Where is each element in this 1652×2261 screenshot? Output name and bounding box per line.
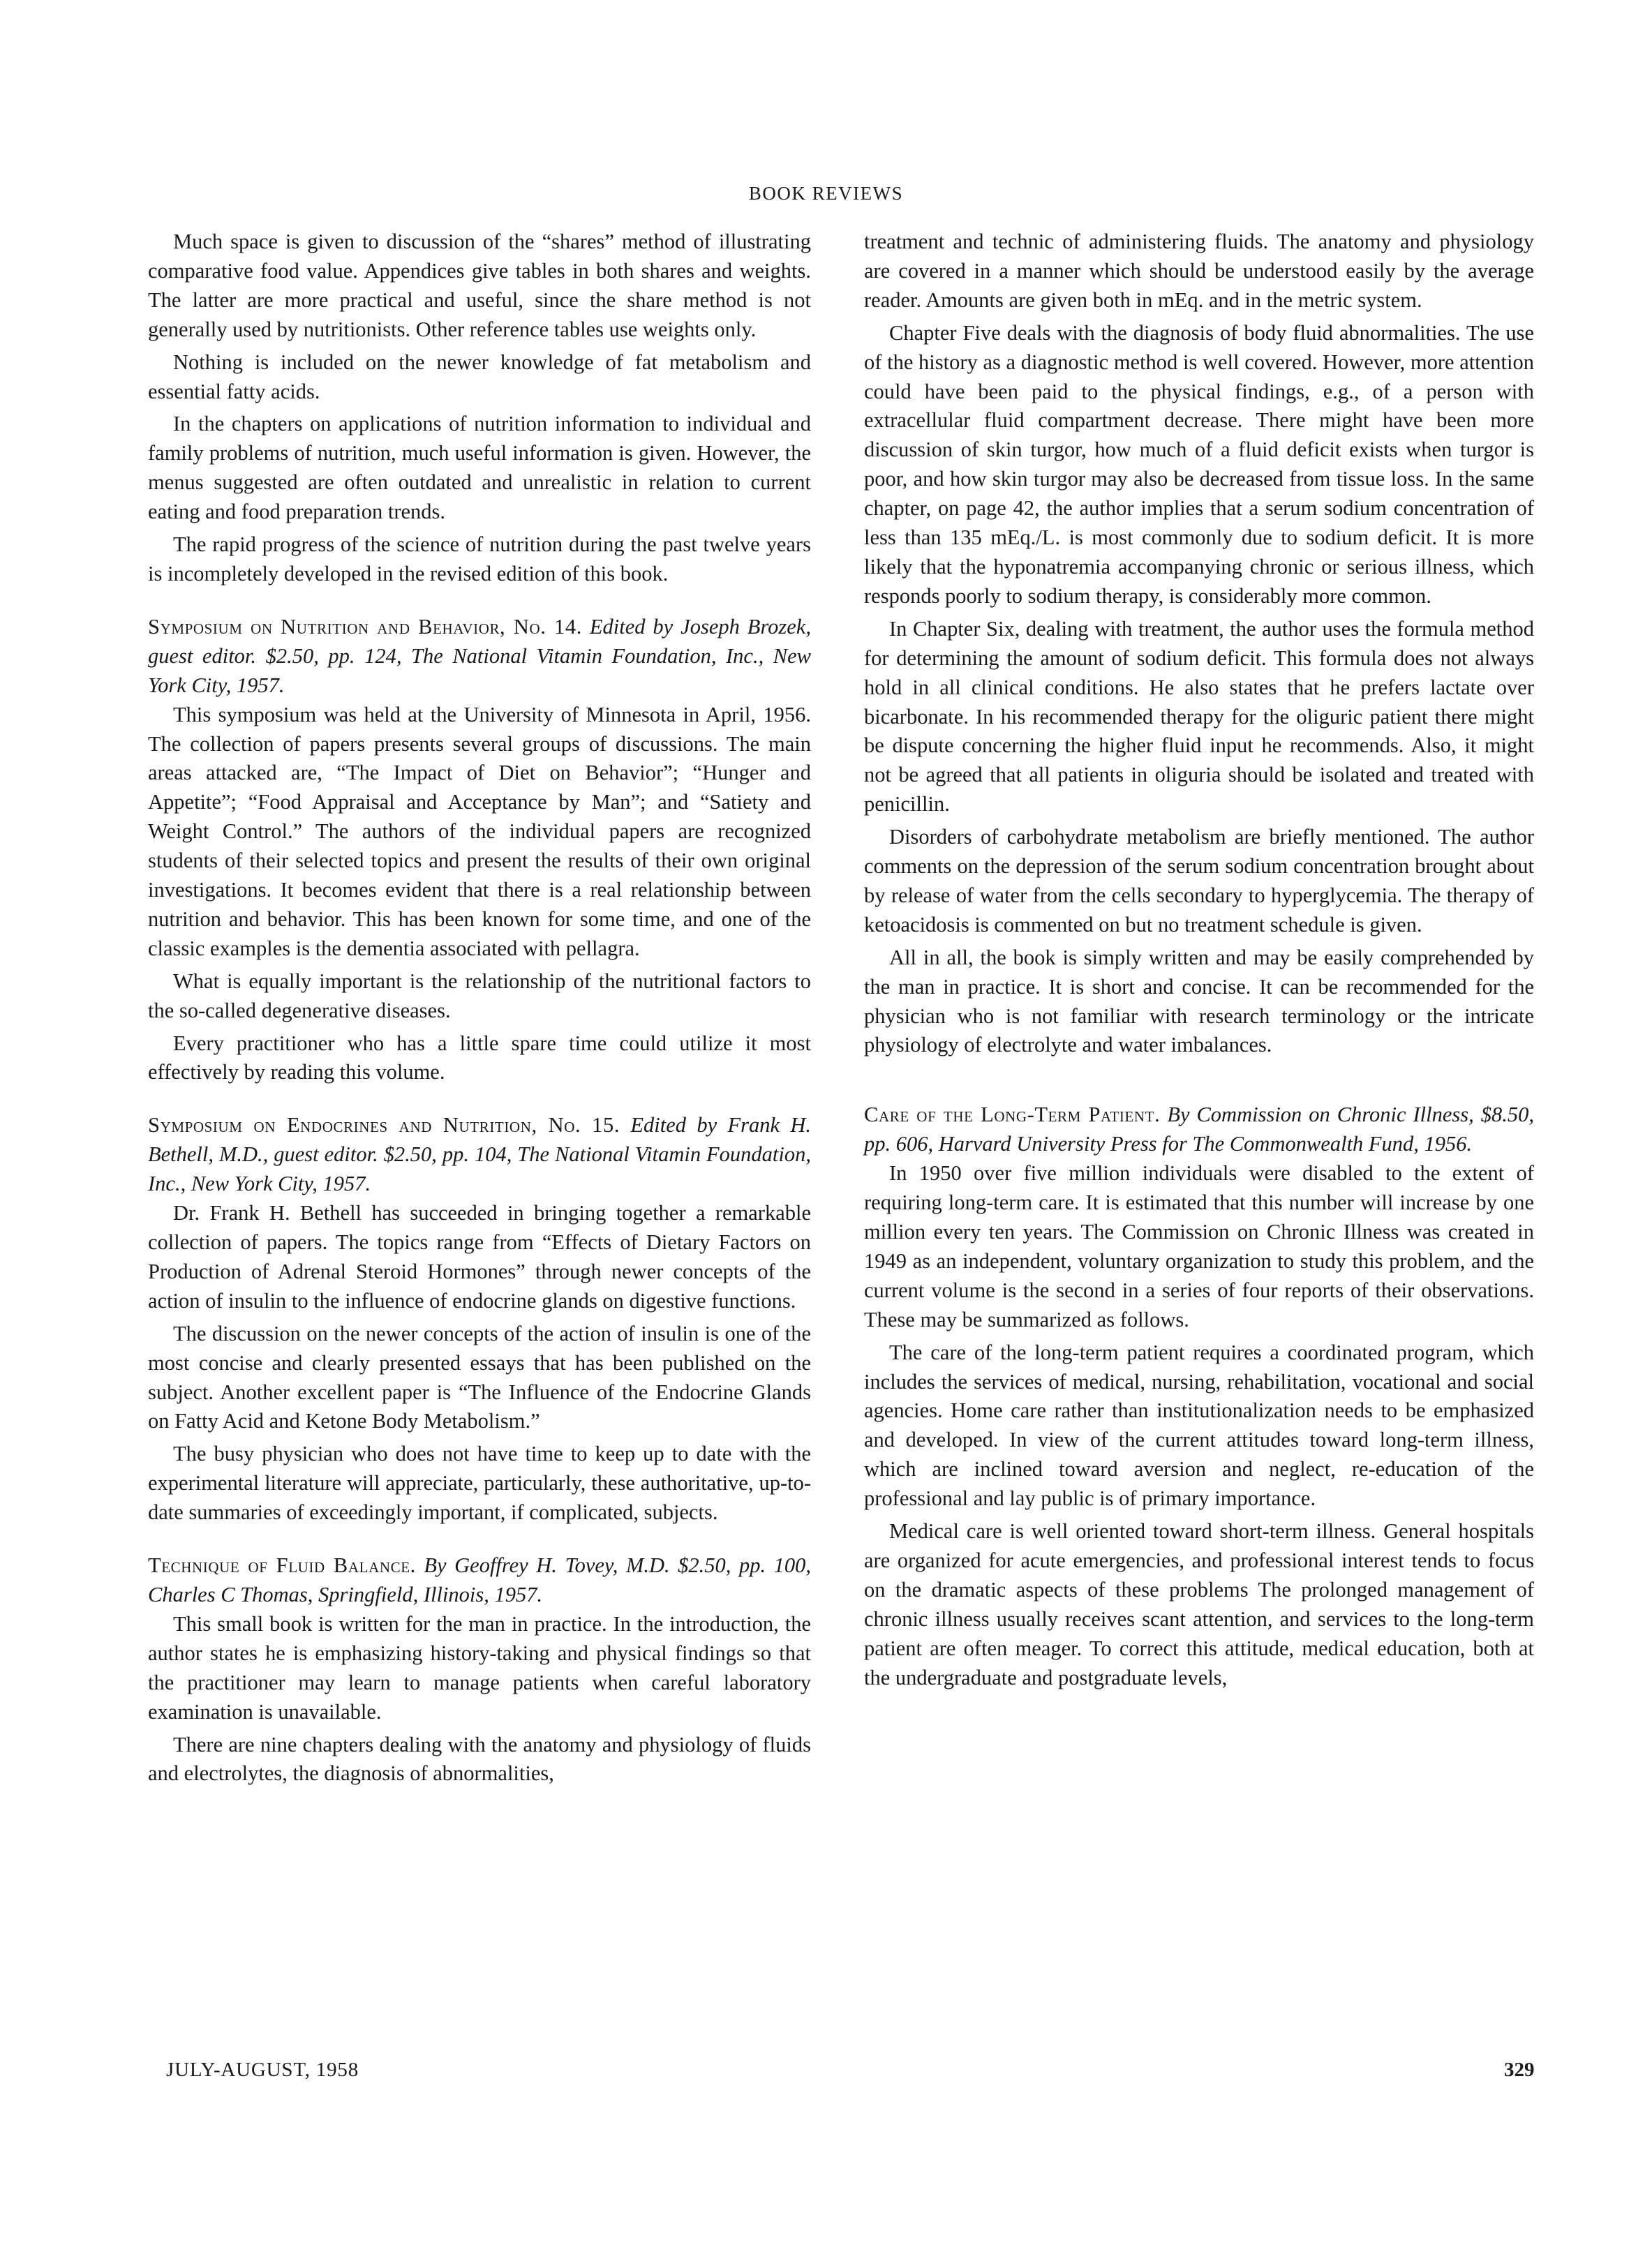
paragraph: Disorders of carbohydrate metabolism are briefly mentioned. The author comments on the depression of the serum sodium concentration brought about by release of water from the cells secondary to hyperglycemia. The therapy of ketoacidosis is commented on but no treatment schedule is given.	[864, 825, 1534, 937]
issue-date-footer: JULY-AUGUST, 1958	[166, 2059, 359, 2081]
review-citation: Edited by Joseph Brozek, guest editor. $2.50, pp. 124, The National Vitamin Foundation, Inc., New York City, 1957.	[148, 614, 811, 697]
review-heading-long-term-patient	[864, 1100, 1534, 1159]
paragraph: Nothing is included on the newer knowledge of fat metabolism and essential fatty acids.	[148, 350, 811, 403]
review-title: Symposium on Endocrines and Nutrition, No. 15.	[148, 1113, 620, 1137]
right-column	[864, 227, 1534, 1696]
paragraph: This symposium was held at the University of Minnesota in April, 1956. The collection of papers presents several groups of discussions. The main areas attacked are, “The Impact of Diet on Behavior”; “Hunger and Appetite”; “Food Appraisal and Acceptance by Man”; and “Satiety and Weight Control.” The authors of the individual papers are recognized students of their selected topics and present the results of their own original investigations. It becomes evident that there is a real relationship between nutrition and behavior. This has been known for some time, and one of the classic examples is the dementia associated with pellagra.	[148, 702, 811, 960]
paragraph: In Chapter Six, dealing with treatment, the author uses the formula method for determining the amount of sodium deficit. This formula does not always hold in all clinical conditions. He also states that he prefers lactate over bicarbonate. In his recommended therapy for the oliguric patient there might be dispute concerning the higher fluid input he recommends. Also, it might not be agreed that all patients in oliguria should be isolated and treated with penicillin.	[864, 616, 1534, 816]
paragraph: Medical care is well oriented toward short-term illness. General hospitals are organized for acute emergencies, and professional interest tends to focus on the dramatic aspects of these problems The prolonged management of chronic illness usually receives scant attention, and services to the long-term patient are often meager. To correct this attitude, medical education, both at the undergraduate and postgraduate levels,	[864, 1519, 1534, 1689]
running-head: BOOK REVIEWS	[748, 183, 904, 204]
review-title: Technique of Fluid Balance.	[148, 1553, 416, 1578]
paragraph: treatment and technic of administering fluids. The anatomy and physiology are covered in a manner which should be understood easily by the average reader. Amounts are given both in mEq. and in the metric system.	[864, 230, 1534, 312]
review-heading-endocrines-nutrition	[148, 1111, 811, 1199]
review-heading-fluid-balance	[148, 1551, 811, 1610]
review-citation: By Geoffrey H. Tovey, M.D. $2.50, pp. 100, Charles C Thomas, Springfield, Illinois, 1957.	[148, 1553, 812, 1606]
paragraph: This small book is written for the man in practice. In the introduction, the author states he is emphasizing history-taking and physical findings so that the practitioner may learn to manage patients when careful laboratory examination is unavailable.	[148, 1611, 811, 1724]
review-citation: Edited by Frank H. Bethell, M.D., guest editor. $2.50, pp. 104, The National Vitamin Foundation, Inc., New York City, 1957.	[148, 1113, 811, 1196]
paragraph: What is equally important is the relationship of the nutritional factors to the so-called degenerative diseases.	[148, 969, 811, 1022]
paragraph: All in all, the book is simply written and may be easily comprehended by the man in practice. It is short and concise. It can be recommended for the physician who is not familiar with research terminology or the intricate physiology of electrolyte and water imbalances.	[864, 945, 1534, 1057]
page-number: 329	[1504, 2059, 1535, 2081]
review-title: Symposium on Nutrition and Behavior, No. 14.	[148, 614, 582, 639]
paragraph: In 1950 over five million individuals were disabled to the extent of requiring long-term care. It is estimated that this number will increase by one million every ten years. The Commission on Chronic Illness was created in 1949 as an independent, voluntary organization to study this problem, and the current volume is the second in a series of four reports of their observations. These may be summarized as follows.	[864, 1161, 1534, 1331]
review-citation: By Commission on Chronic Illness, $8.50, pp. 606, Harvard University Press for The Commonwealth Fund, 1956.	[864, 1103, 1534, 1156]
left-column	[148, 227, 811, 1792]
paragraph: Much space is given to discussion of the “shares” method of illustrating comparative food value. Appendices give tables in both shares and weights. The latter are more practical and useful, since the share method is not generally used by nutritionists. Other reference tables use weights only.	[148, 230, 811, 341]
paragraph: The busy physician who does not have time to keep up to date with the experimental literature will appreciate, particularly, these authoritative, up-to-date summaries of exceedingly important, if complicated, subjects.	[148, 1442, 811, 1525]
review-heading-nutrition-behavior	[148, 613, 811, 701]
review-title: Care of the Long-Term Patient.	[864, 1103, 1161, 1127]
paragraph: The rapid progress of the science of nutrition during the past twelve years is incompletely developed in the revised edition of this book.	[148, 532, 811, 585]
paragraph: The care of the long-term patient requires a coordinated program, which includes the services of medical, nursing, rehabilitation, vocational and social agencies. Home care rather than institutionalization needs to be emphasized and developed. In view of the current attitudes toward long-term illness, which are inclined toward aversion and neglect, re-education of the professional and lay public is of primary importance.	[864, 1340, 1534, 1511]
paragraph: Chapter Five deals with the diagnosis of body fluid abnormalities. The use of the history as a diagnostic method is well covered. However, more attention could have been paid to the physical findings, e.g., of a person with extracellular fluid compartment decrease. There might have been more discussion of skin turgor, how much of a fluid deficit exists when turgor is poor, and how skin turgor may also be decreased from tissue loss. In the same chapter, on page 42, the author implies that a serum sodium concentration of less than 135 mEq./L. is most commonly due to sodium deficit. It is more likely that the hyponatremia accompanying chronic or serious illness, which responds poorly to sodium therapy, is considerably more common.	[864, 320, 1534, 608]
paragraph: In the chapters on applications of nutrition information to individual and family problems of nutrition, much useful information is given. However, the menus suggested are often outdated and unrealistic in relation to current eating and food preparation trends.	[148, 412, 811, 524]
paragraph: There are nine chapters dealing with the anatomy and physiology of fluids and electrolytes, the diagnosis of abnormalities,	[148, 1732, 811, 1786]
paragraph: Every practitioner who has a little spare time could utilize it most effectively by reading this volume.	[148, 1031, 811, 1084]
paragraph: Dr. Frank H. Bethell has succeeded in bringing together a remarkable collection of papers. The topics range from “Effects of Dietary Factors on Production of Adrenal Steroid Hormones” through newer concepts of the action of insulin to the influence of endocrine glands on digestive functions.	[148, 1201, 811, 1313]
paragraph: The discussion on the newer concepts of the action of insulin is one of the most concise and clearly presented essays that has been published on the subject. Another excellent paper is “The Influence of the Endocrine Glands on Fatty Acid and Ketone Body Metabolism.”	[148, 1321, 811, 1433]
